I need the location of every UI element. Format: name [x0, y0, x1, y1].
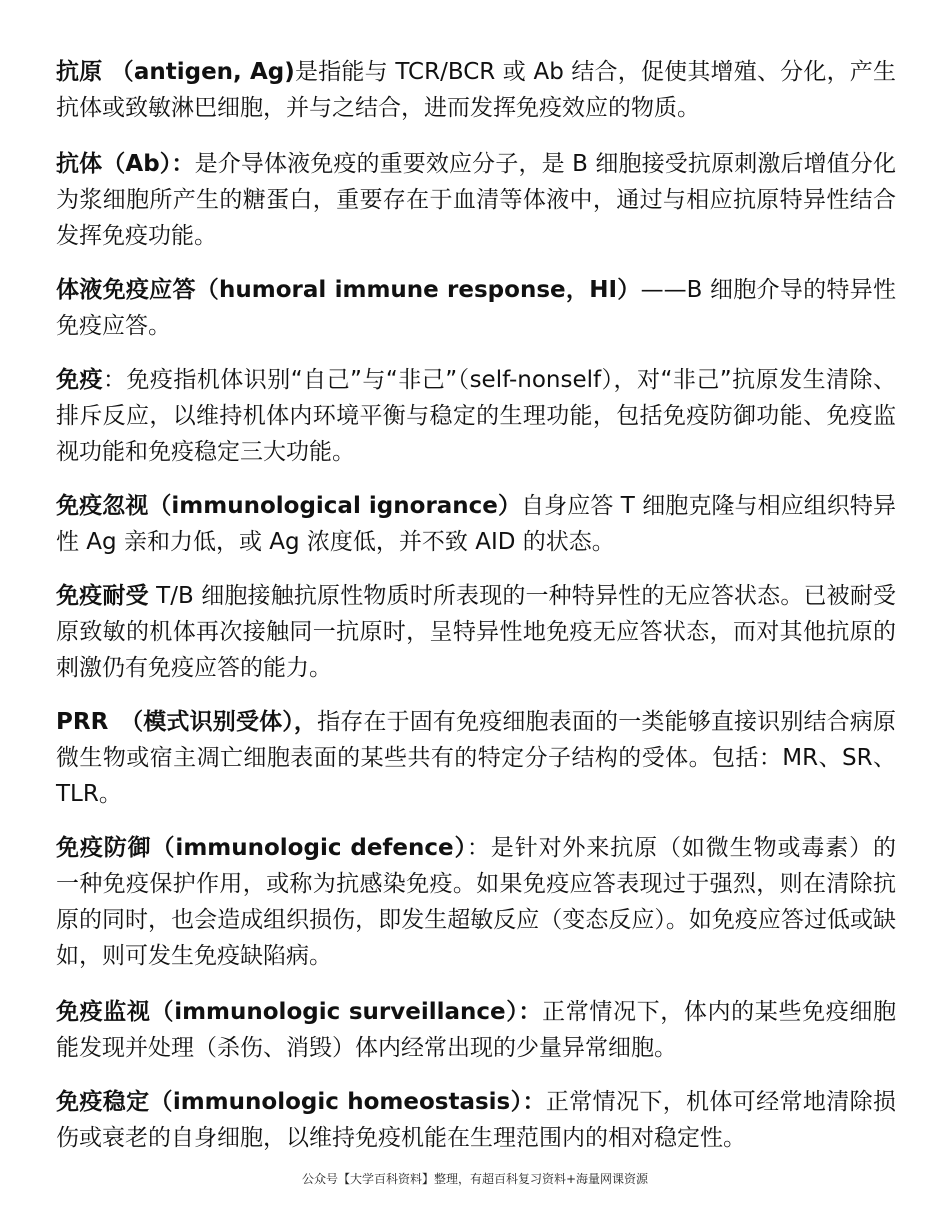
- entry-term: 免疫监视（immunologic surveillance）：: [56, 999, 543, 1025]
- entry-definition: T/B 细胞接触抗原性物质时所表现的一种特异性的无应答状态。已被耐受原致敏的机体再次接触同一抗原时，呈特异性地免疫无应答状态，而对其他抗原的刺激仍有免疫应答的能力。: [56, 583, 897, 681]
- entry-definition: 是指能与 TCR/BCR 或 Ab 结合，促使其增殖、分化，产生抗体或致敏淋巴细胞，并与之结合，进而发挥免疫效应的物质。: [56, 59, 897, 121]
- entry-definition: 正常情况下，体内的某些免疫细胞能发现并处理（杀伤、消毁）体内经常出现的少量异常细胞。: [56, 999, 896, 1061]
- entry-immunity: [56, 362, 896, 470]
- entry-immunologic-homeostasis: [56, 1084, 896, 1156]
- entry-definition: 指存在于固有免疫细胞表面的一类能够直接识别结合病原微生物或宿主凋亡细胞表面的某些共有的特定分子结构的受体。包括：MR、SR、TLR。: [56, 709, 896, 807]
- entry-antibody: [56, 146, 896, 254]
- entry-term: 体液免疫应答（humoral immune response，HI）: [56, 277, 641, 303]
- entry-definition: ：是针对外来抗原（如微生物或毒素）的一种免疫保护作用，或称为抗感染免疫。如果免疫应答表现过于强烈，则在清除抗原的同时，也会造成组织损伤，即发生超敏反应（变态反应）。如免疫应答过低或缺如，则可发生免疫缺陷病。: [56, 835, 896, 969]
- page-footer: 公众号【大学百科资料】整理，有超百科复习资料+海量网课资源: [301, 1172, 649, 1186]
- entry-term: 免疫耐受: [56, 583, 149, 609]
- entry-prr: [56, 704, 896, 812]
- entry-immunologic-defence: [56, 830, 896, 974]
- entry-term: 免疫稳定（immunologic homeostasis）：: [56, 1089, 546, 1115]
- entry-definition: ：免疫指机体识别“自己”与“非己”（self-nonself），对“非己”抗原发生清除、排斥反应，以维持机体内环境平衡与稳定的生理功能，包括免疫防御功能、免疫监视功能和免疫稳定三大功能。: [56, 367, 896, 465]
- entry-term: 免疫: [56, 367, 103, 393]
- entry-definition: 是介导体液免疫的重要效应分子，是 B 细胞接受抗原刺激后增值分化为浆细胞所产生的糖蛋白，重要存在于血清等体液中，通过与相应抗原特异性结合发挥免疫功能。: [56, 151, 897, 249]
- entry-definition: ——B 细胞介导的特异性免疫应答。: [56, 277, 897, 339]
- entry-antigen: [56, 54, 896, 126]
- entry-immunological-ignorance: [56, 488, 896, 560]
- entry-immunologic-surveillance: [56, 994, 896, 1066]
- entry-term: PRR （模式识别受体），: [56, 709, 318, 735]
- entry-term: 免疫防御（immunologic defence）: [56, 835, 467, 861]
- entry-term: 抗体（Ab）：: [56, 151, 195, 177]
- entry-immune-tolerance: [56, 578, 896, 686]
- entry-definition: 自身应答 T 细胞克隆与相应组织特异性 Ag 亲和力低，或 Ag 浓度低，并不致 AID 的状态。: [56, 493, 897, 555]
- entry-humoral-immune-response: [56, 272, 896, 344]
- entry-term: 抗原 （antigen, Ag): [56, 59, 295, 85]
- entry-term: 免疫忽视（immunological ignorance）: [56, 493, 522, 519]
- entry-definition: 正常情况下，机体可经常地清除损伤或衰老的自身细胞，以维持免疫机能在生理范围内的相对稳定性。: [56, 1089, 896, 1151]
